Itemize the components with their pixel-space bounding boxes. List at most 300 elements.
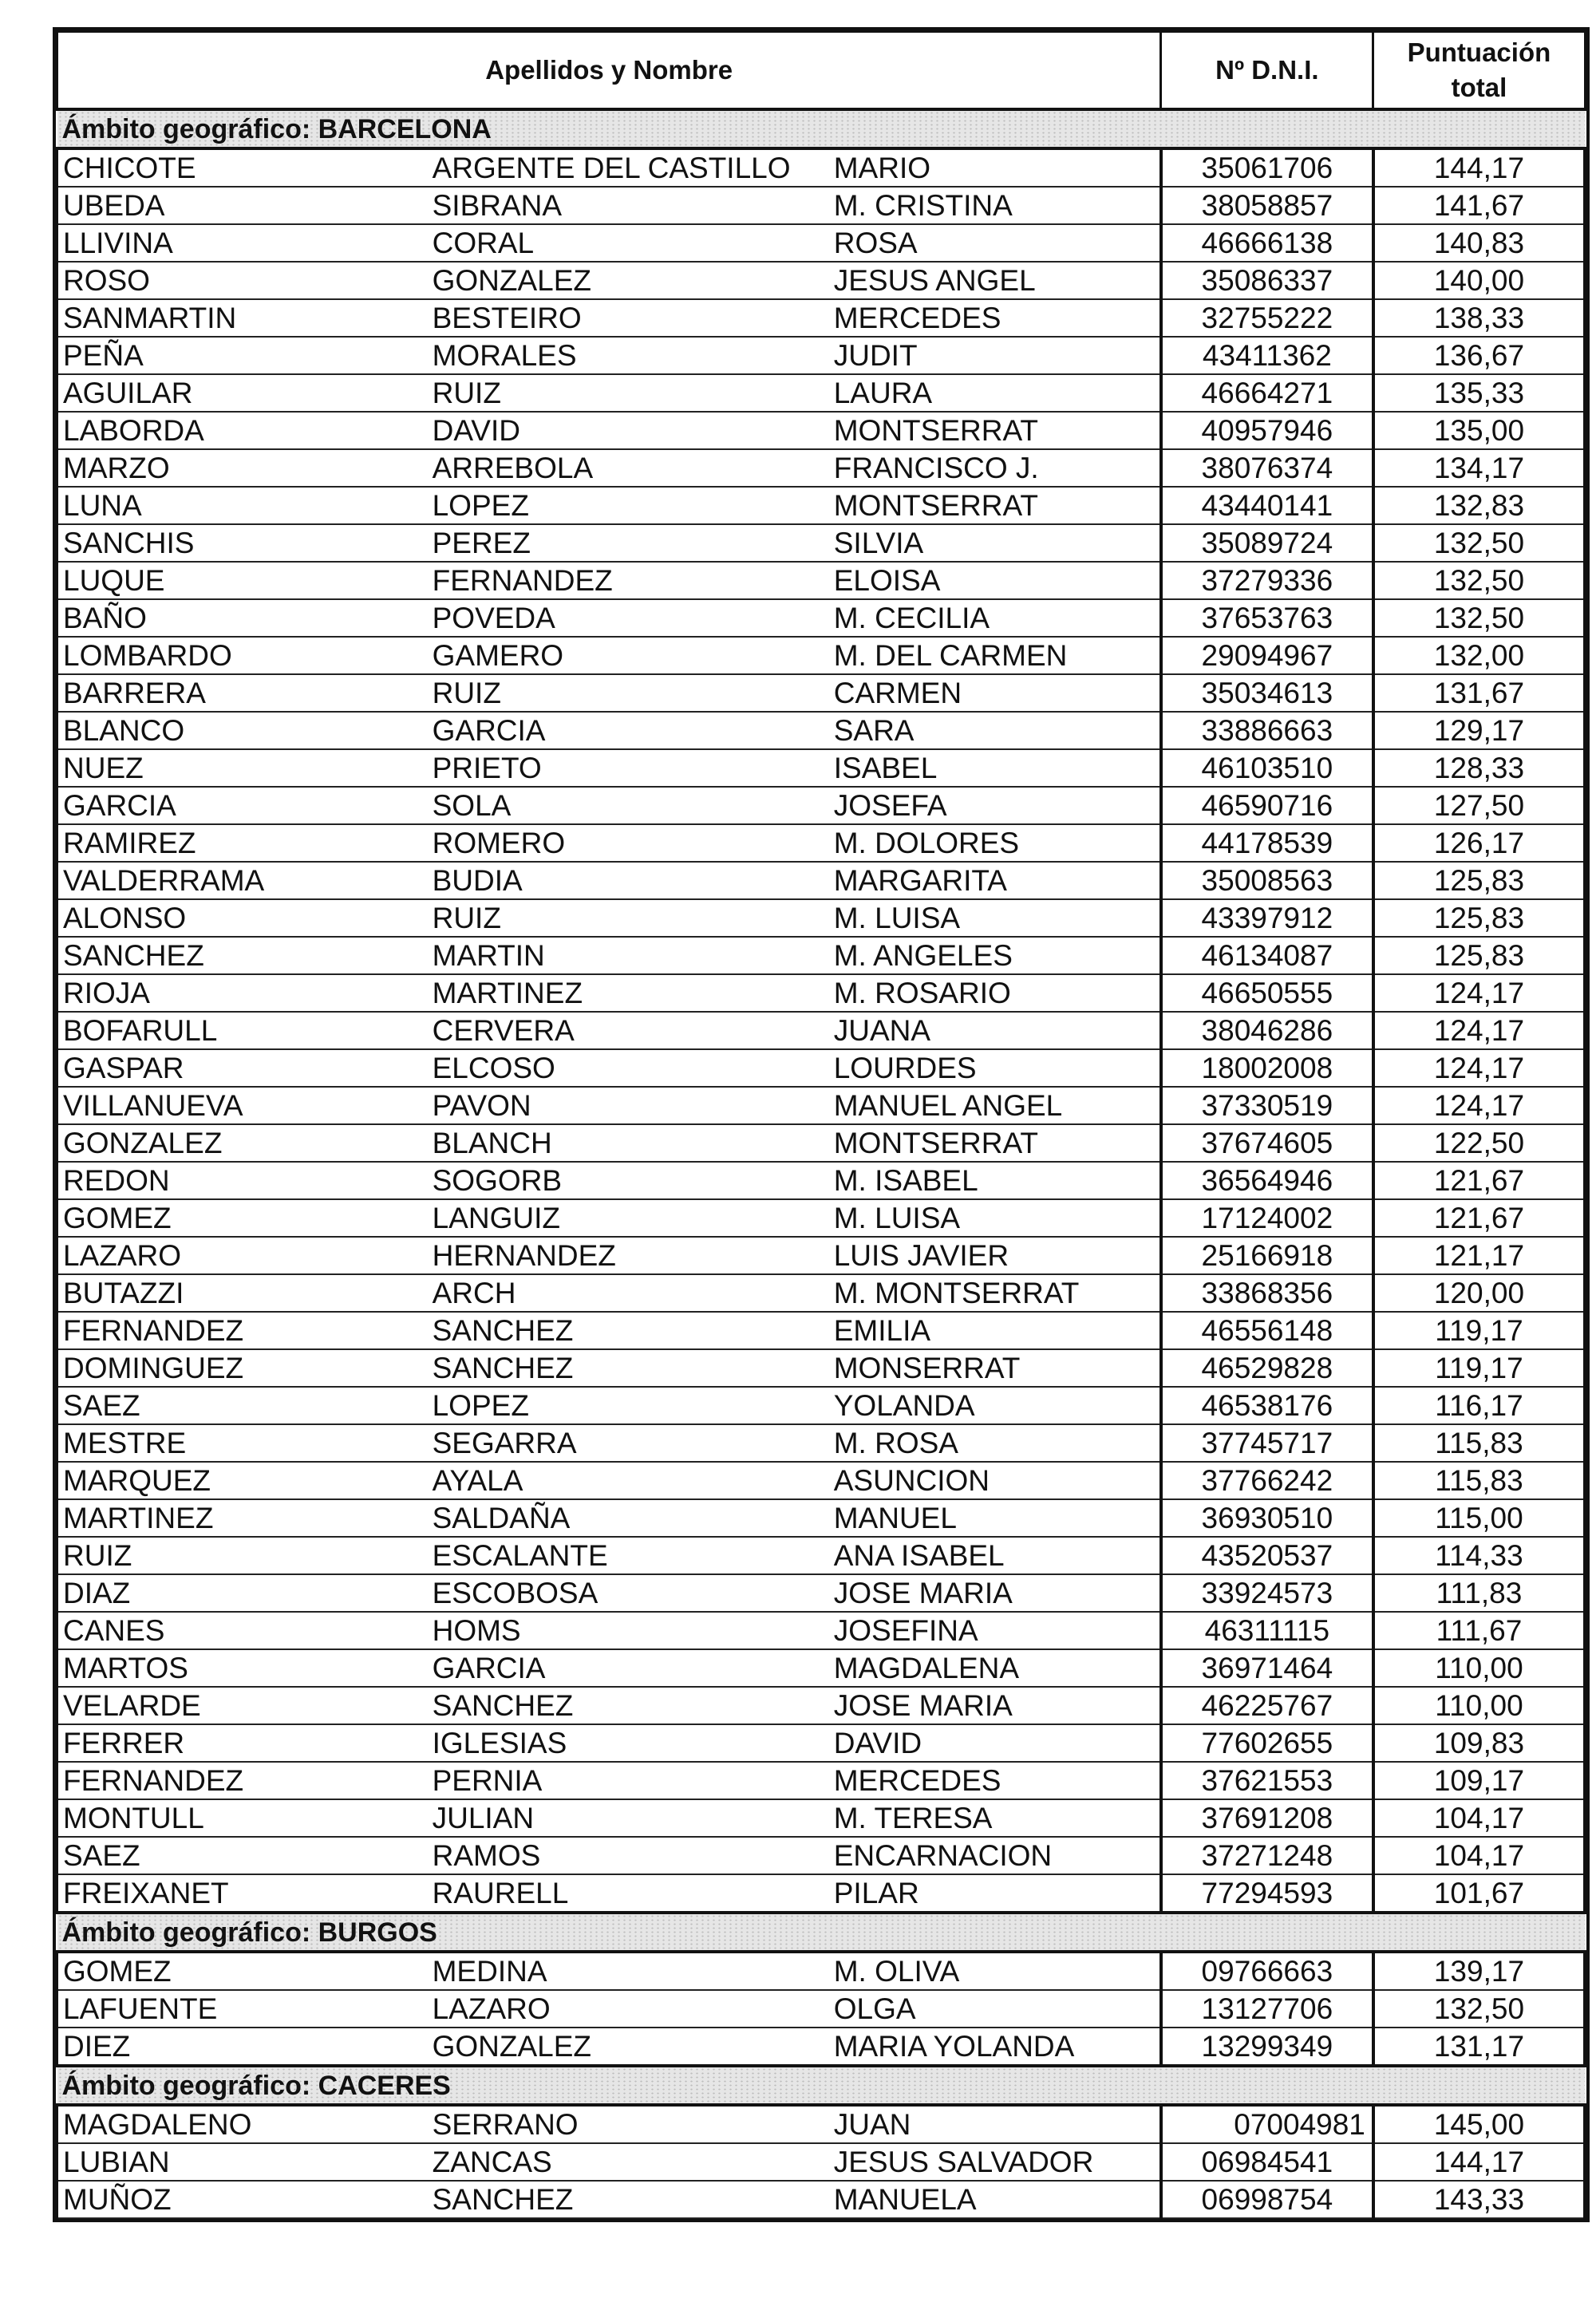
score-cell: 111,67: [1373, 1612, 1585, 1649]
given-name-cell: ENCARNACION: [829, 1837, 1161, 1874]
surname-2-cell: GONZALEZ: [428, 2028, 829, 2066]
surname-1-cell: NUEZ: [57, 749, 428, 787]
score-cell: 124,17: [1373, 1087, 1585, 1124]
given-name-cell: M. ROSARIO: [829, 974, 1161, 1012]
surname-2-cell: POVEDA: [428, 599, 829, 637]
score-cell: 122,50: [1373, 1124, 1585, 1162]
surname-1-cell: FREIXANET: [57, 1874, 428, 1913]
surname-1-cell: FERNANDEZ: [57, 1762, 428, 1799]
dni-cell: 77602655: [1161, 1724, 1373, 1762]
surname-2-cell: IGLESIAS: [428, 1724, 829, 1762]
score-cell: 125,83: [1373, 899, 1585, 937]
dni-cell: 06998754: [1161, 2181, 1373, 2218]
dni-cell: 35089724: [1161, 524, 1373, 562]
dni-cell: 13127706: [1161, 1990, 1373, 2028]
score-cell: 132,50: [1373, 1990, 1585, 2028]
score-cell: 124,17: [1373, 974, 1585, 1012]
dni-cell: 40957946: [1161, 412, 1373, 449]
surname-2-cell: MEDINA: [428, 1952, 829, 1990]
table-row: [57, 524, 1586, 562]
surname-2-cell: GARCIA: [428, 712, 829, 749]
dni-cell: 43520537: [1161, 1537, 1373, 1574]
surname-1-cell: FERNANDEZ: [57, 1312, 428, 1349]
table-row: [57, 1462, 1586, 1499]
given-name-cell: ELOISA: [829, 562, 1161, 599]
dni-cell: 46556148: [1161, 1312, 1373, 1349]
dni-cell: 33886663: [1161, 712, 1373, 749]
dni-cell: 37766242: [1161, 1462, 1373, 1499]
dni-cell: 06984541: [1161, 2143, 1373, 2181]
given-name-cell: ROSA: [829, 224, 1161, 262]
given-name-cell: JESUS ANGEL: [829, 262, 1161, 299]
surname-2-cell: ELCOSO: [428, 1049, 829, 1087]
score-cell: 104,17: [1373, 1799, 1585, 1837]
dni-cell: 43440141: [1161, 487, 1373, 524]
score-cell: 125,83: [1373, 862, 1585, 899]
given-name-cell: JOSEFA: [829, 787, 1161, 824]
table-row: [57, 974, 1586, 1012]
results-table: [56, 30, 1586, 2219]
score-cell: 131,67: [1373, 674, 1585, 712]
dni-cell: 46664271: [1161, 374, 1373, 412]
score-cell: 114,33: [1373, 1537, 1585, 1574]
surname-1-cell: LLIVINA: [57, 224, 428, 262]
given-name-cell: SILVIA: [829, 524, 1161, 562]
given-name-cell: CARMEN: [829, 674, 1161, 712]
surname-2-cell: HERNANDEZ: [428, 1237, 829, 1274]
dni-cell: 37621553: [1161, 1762, 1373, 1799]
given-name-cell: M. CECILIA: [829, 599, 1161, 637]
surname-2-cell: RAURELL: [428, 1874, 829, 1913]
surname-2-cell: LANGUIZ: [428, 1199, 829, 1237]
surname-1-cell: AGUILAR: [57, 374, 428, 412]
surname-2-cell: DAVID: [428, 412, 829, 449]
given-name-cell: MARGARITA: [829, 862, 1161, 899]
given-name-cell: M. ISABEL: [829, 1162, 1161, 1199]
given-name-cell: MARIO: [829, 148, 1161, 187]
score-cell: 144,17: [1373, 148, 1585, 187]
surname-2-cell: RUIZ: [428, 674, 829, 712]
surname-2-cell: LOPEZ: [428, 487, 829, 524]
given-name-cell: ANA ISABEL: [829, 1537, 1161, 1574]
score-cell: 121,67: [1373, 1199, 1585, 1237]
table-row: [57, 824, 1586, 862]
given-name-cell: JUANA: [829, 1012, 1161, 1049]
table-row: [57, 937, 1586, 974]
surname-1-cell: ALONSO: [57, 899, 428, 937]
score-cell: 125,83: [1373, 937, 1585, 974]
surname-2-cell: GONZALEZ: [428, 262, 829, 299]
dni-cell: 36971464: [1161, 1649, 1373, 1687]
table-row: [57, 487, 1586, 524]
dni-cell: 18002008: [1161, 1049, 1373, 1087]
surname-1-cell: GOMEZ: [57, 1199, 428, 1237]
dni-cell: 37745717: [1161, 1424, 1373, 1462]
given-name-cell: M. CRISTINA: [829, 187, 1161, 224]
surname-1-cell: CHICOTE: [57, 148, 428, 187]
given-name-cell: MONTSERRAT: [829, 1124, 1161, 1162]
table-row: [57, 1087, 1586, 1124]
given-name-cell: M. ANGELES: [829, 937, 1161, 974]
header-dni: Nº D.N.I.: [1161, 32, 1373, 110]
surname-2-cell: CERVERA: [428, 1012, 829, 1049]
dni-cell: 35034613: [1161, 674, 1373, 712]
surname-1-cell: BAÑO: [57, 599, 428, 637]
dni-cell: 37653763: [1161, 599, 1373, 637]
surname-1-cell: BOFARULL: [57, 1012, 428, 1049]
dni-cell: 37279336: [1161, 562, 1373, 599]
given-name-cell: MERCEDES: [829, 1762, 1161, 1799]
surname-2-cell: SALDAÑA: [428, 1499, 829, 1537]
dni-cell: 46666138: [1161, 224, 1373, 262]
surname-1-cell: SANCHIS: [57, 524, 428, 562]
given-name-cell: SARA: [829, 712, 1161, 749]
given-name-cell: JOSE MARIA: [829, 1687, 1161, 1724]
given-name-cell: YOLANDA: [829, 1387, 1161, 1424]
surname-1-cell: SAEZ: [57, 1837, 428, 1874]
given-name-cell: EMILIA: [829, 1312, 1161, 1349]
surname-1-cell: MARTOS: [57, 1649, 428, 1687]
score-cell: 109,83: [1373, 1724, 1585, 1762]
score-cell: 126,17: [1373, 824, 1585, 862]
score-cell: 115,83: [1373, 1462, 1585, 1499]
surname-2-cell: SANCHEZ: [428, 1687, 829, 1724]
surname-2-cell: SIBRANA: [428, 187, 829, 224]
surname-1-cell: DIAZ: [57, 1574, 428, 1612]
given-name-cell: M. LUISA: [829, 899, 1161, 937]
table-row: [57, 449, 1586, 487]
table-row: [57, 1349, 1586, 1387]
table-row: [57, 337, 1586, 374]
surname-1-cell: MAGDALENO: [57, 2105, 428, 2143]
dni-cell: 37691208: [1161, 1799, 1373, 1837]
dni-cell: 46311115: [1161, 1612, 1373, 1649]
dni-cell: 46134087: [1161, 937, 1373, 974]
surname-1-cell: RUIZ: [57, 1537, 428, 1574]
section-row: [57, 109, 1586, 148]
surname-2-cell: GAMERO: [428, 637, 829, 674]
surname-1-cell: MESTRE: [57, 1424, 428, 1462]
dni-cell: 46529828: [1161, 1349, 1373, 1387]
score-cell: 132,50: [1373, 599, 1585, 637]
surname-2-cell: RUIZ: [428, 374, 829, 412]
surname-1-cell: LUBIAN: [57, 2143, 428, 2181]
surname-1-cell: SANCHEZ: [57, 937, 428, 974]
given-name-cell: MONSERRAT: [829, 1349, 1161, 1387]
table-row: [57, 1237, 1586, 1274]
score-cell: 110,00: [1373, 1687, 1585, 1724]
surname-2-cell: PERNIA: [428, 1762, 829, 1799]
given-name-cell: MONTSERRAT: [829, 412, 1161, 449]
surname-2-cell: LOPEZ: [428, 1387, 829, 1424]
given-name-cell: MANUEL: [829, 1499, 1161, 1537]
score-cell: 101,67: [1373, 1874, 1585, 1913]
table-row: [57, 148, 1586, 187]
table-row: [57, 2028, 1586, 2066]
table-row: [57, 1874, 1586, 1913]
given-name-cell: M. DOLORES: [829, 824, 1161, 862]
given-name-cell: OLGA: [829, 1990, 1161, 2028]
table-row: [57, 187, 1586, 224]
given-name-cell: DAVID: [829, 1724, 1161, 1762]
table-row: [57, 1162, 1586, 1199]
given-name-cell: M. ROSA: [829, 1424, 1161, 1462]
surname-1-cell: VALDERRAMA: [57, 862, 428, 899]
given-name-cell: MAGDALENA: [829, 1649, 1161, 1687]
dni-cell: 36564946: [1161, 1162, 1373, 1199]
dni-cell: 35061706: [1161, 148, 1373, 187]
dni-cell: 33868356: [1161, 1274, 1373, 1312]
dni-cell: 07004981: [1161, 2105, 1373, 2143]
surname-1-cell: RIOJA: [57, 974, 428, 1012]
surname-1-cell: UBEDA: [57, 187, 428, 224]
surname-1-cell: REDON: [57, 1162, 428, 1199]
dni-cell: 29094967: [1161, 637, 1373, 674]
score-cell: 128,33: [1373, 749, 1585, 787]
dni-cell: 35008563: [1161, 862, 1373, 899]
table-row: [57, 749, 1586, 787]
surname-1-cell: GASPAR: [57, 1049, 428, 1087]
dni-cell: 38046286: [1161, 1012, 1373, 1049]
score-cell: 104,17: [1373, 1837, 1585, 1874]
dni-cell: 46538176: [1161, 1387, 1373, 1424]
given-name-cell: JOSEFINA: [829, 1612, 1161, 1649]
score-cell: 132,83: [1373, 487, 1585, 524]
surname-1-cell: ROSO: [57, 262, 428, 299]
table-row: [57, 862, 1586, 899]
dni-cell: 13299349: [1161, 2028, 1373, 2066]
table-row: [57, 899, 1586, 937]
section-title: Ámbito geográfico: BURGOS: [57, 1913, 1586, 1952]
table-row: [57, 1387, 1586, 1424]
surname-2-cell: SERRANO: [428, 2105, 829, 2143]
given-name-cell: MARIA YOLANDA: [829, 2028, 1161, 2066]
table-row: [57, 1274, 1586, 1312]
surname-2-cell: AYALA: [428, 1462, 829, 1499]
surname-1-cell: GARCIA: [57, 787, 428, 824]
dni-cell: 33924573: [1161, 1574, 1373, 1612]
dni-cell: 46225767: [1161, 1687, 1373, 1724]
header-score: [1373, 32, 1585, 110]
header-score-label: Puntuación total: [1407, 38, 1551, 102]
surname-2-cell: ZANCAS: [428, 2143, 829, 2181]
dni-cell: 43411362: [1161, 337, 1373, 374]
dni-cell: 43397912: [1161, 899, 1373, 937]
given-name-cell: M. OLIVA: [829, 1952, 1161, 1990]
surname-1-cell: FERRER: [57, 1724, 428, 1762]
given-name-cell: ISABEL: [829, 749, 1161, 787]
surname-1-cell: BLANCO: [57, 712, 428, 749]
header-name: Apellidos y Nombre: [57, 32, 1161, 110]
surname-2-cell: MARTIN: [428, 937, 829, 974]
score-cell: 115,00: [1373, 1499, 1585, 1537]
score-cell: 140,00: [1373, 262, 1585, 299]
surname-1-cell: LUQUE: [57, 562, 428, 599]
surname-1-cell: VILLANUEVA: [57, 1087, 428, 1124]
section-row: [57, 1913, 1586, 1952]
score-cell: 134,17: [1373, 449, 1585, 487]
dni-cell: 37330519: [1161, 1087, 1373, 1124]
surname-1-cell: RAMIREZ: [57, 824, 428, 862]
given-name-cell: FRANCISCO J.: [829, 449, 1161, 487]
table-row: [57, 637, 1586, 674]
table-row: [57, 1724, 1586, 1762]
score-cell: 145,00: [1373, 2105, 1585, 2143]
surname-1-cell: CANES: [57, 1612, 428, 1649]
score-cell: 143,33: [1373, 2181, 1585, 2218]
surname-1-cell: LOMBARDO: [57, 637, 428, 674]
dni-cell: 38058857: [1161, 187, 1373, 224]
score-cell: 119,17: [1373, 1349, 1585, 1387]
surname-1-cell: MUÑOZ: [57, 2181, 428, 2218]
surname-2-cell: SANCHEZ: [428, 1312, 829, 1349]
score-cell: 139,17: [1373, 1952, 1585, 1990]
given-name-cell: JESUS SALVADOR: [829, 2143, 1161, 2181]
surname-2-cell: SANCHEZ: [428, 1349, 829, 1387]
dni-cell: 37271248: [1161, 1837, 1373, 1874]
surname-2-cell: ESCOBOSA: [428, 1574, 829, 1612]
table-row: [57, 1649, 1586, 1687]
section-title: Ámbito geográfico: CACERES: [57, 2066, 1586, 2105]
table-row: [57, 712, 1586, 749]
given-name-cell: LOURDES: [829, 1049, 1161, 1087]
table-row: [57, 674, 1586, 712]
surname-2-cell: RUIZ: [428, 899, 829, 937]
given-name-cell: ASUNCION: [829, 1462, 1161, 1499]
surname-2-cell: SOLA: [428, 787, 829, 824]
score-cell: 116,17: [1373, 1387, 1585, 1424]
surname-1-cell: DOMINGUEZ: [57, 1349, 428, 1387]
score-cell: 110,00: [1373, 1649, 1585, 1687]
score-cell: 138,33: [1373, 299, 1585, 337]
surname-1-cell: SAEZ: [57, 1387, 428, 1424]
given-name-cell: MONTSERRAT: [829, 487, 1161, 524]
table-row: [57, 1687, 1586, 1724]
surname-2-cell: FERNANDEZ: [428, 562, 829, 599]
surname-1-cell: GONZALEZ: [57, 1124, 428, 1162]
score-cell: 140,83: [1373, 224, 1585, 262]
dni-cell: 35086337: [1161, 262, 1373, 299]
table-row: [57, 1012, 1586, 1049]
score-cell: 121,17: [1373, 1237, 1585, 1274]
table-row: [57, 262, 1586, 299]
score-cell: 132,00: [1373, 637, 1585, 674]
table-row: [57, 787, 1586, 824]
given-name-cell: JOSE MARIA: [829, 1574, 1161, 1612]
surname-2-cell: MORALES: [428, 337, 829, 374]
surname-2-cell: LAZARO: [428, 1990, 829, 2028]
given-name-cell: LUIS JAVIER: [829, 1237, 1161, 1274]
dni-cell: 38076374: [1161, 449, 1373, 487]
surname-1-cell: DIEZ: [57, 2028, 428, 2066]
table-row: [57, 1537, 1586, 1574]
surname-1-cell: LUNA: [57, 487, 428, 524]
surname-1-cell: SANMARTIN: [57, 299, 428, 337]
surname-1-cell: LAFUENTE: [57, 1990, 428, 2028]
score-cell: 119,17: [1373, 1312, 1585, 1349]
score-cell: 109,17: [1373, 1762, 1585, 1799]
given-name-cell: M. TERESA: [829, 1799, 1161, 1837]
table-row: [57, 2143, 1586, 2181]
dni-cell: 25166918: [1161, 1237, 1373, 1274]
surname-2-cell: MARTINEZ: [428, 974, 829, 1012]
score-cell: 120,00: [1373, 1274, 1585, 1312]
surname-2-cell: SEGARRA: [428, 1424, 829, 1462]
section-title: Ámbito geográfico: BARCELONA: [57, 109, 1586, 148]
surname-1-cell: MONTULL: [57, 1799, 428, 1837]
table-row: [57, 1952, 1586, 1990]
table-row: [57, 412, 1586, 449]
given-name-cell: PILAR: [829, 1874, 1161, 1913]
table-row: [57, 1799, 1586, 1837]
table-row: [57, 562, 1586, 599]
table-row: [57, 1424, 1586, 1462]
table-row: [57, 1049, 1586, 1087]
dni-cell: 36930510: [1161, 1499, 1373, 1537]
table-row: [57, 1762, 1586, 1799]
surname-1-cell: LAZARO: [57, 1237, 428, 1274]
given-name-cell: JUAN: [829, 2105, 1161, 2143]
table-row: [57, 224, 1586, 262]
score-cell: 121,67: [1373, 1162, 1585, 1199]
table-row: [57, 2105, 1586, 2143]
surname-2-cell: ARGENTE DEL CASTILLO: [428, 148, 829, 187]
given-name-cell: MANUELA: [829, 2181, 1161, 2218]
surname-2-cell: JULIAN: [428, 1799, 829, 1837]
surname-1-cell: PEÑA: [57, 337, 428, 374]
surname-2-cell: BUDIA: [428, 862, 829, 899]
surname-1-cell: MARQUEZ: [57, 1462, 428, 1499]
surname-1-cell: MARTINEZ: [57, 1499, 428, 1537]
surname-2-cell: ARCH: [428, 1274, 829, 1312]
dni-cell: 46650555: [1161, 974, 1373, 1012]
surname-2-cell: PEREZ: [428, 524, 829, 562]
surname-1-cell: LABORDA: [57, 412, 428, 449]
score-cell: 135,00: [1373, 412, 1585, 449]
score-cell: 124,17: [1373, 1049, 1585, 1087]
surname-2-cell: SANCHEZ: [428, 2181, 829, 2218]
surname-2-cell: PRIETO: [428, 749, 829, 787]
surname-2-cell: BESTEIRO: [428, 299, 829, 337]
surname-2-cell: SOGORB: [428, 1162, 829, 1199]
score-cell: 136,67: [1373, 337, 1585, 374]
given-name-cell: MERCEDES: [829, 299, 1161, 337]
results-table-container: [53, 27, 1590, 2222]
surname-2-cell: ESCALANTE: [428, 1537, 829, 1574]
dni-cell: 17124002: [1161, 1199, 1373, 1237]
surname-1-cell: GOMEZ: [57, 1952, 428, 1990]
score-cell: 135,33: [1373, 374, 1585, 412]
surname-2-cell: HOMS: [428, 1612, 829, 1649]
dni-cell: 44178539: [1161, 824, 1373, 862]
dni-cell: 77294593: [1161, 1874, 1373, 1913]
dni-cell: 32755222: [1161, 299, 1373, 337]
table-row: [57, 1990, 1586, 2028]
given-name-cell: M. MONTSERRAT: [829, 1274, 1161, 1312]
table-row: [57, 1837, 1586, 1874]
header-row: [57, 32, 1586, 110]
section-row: [57, 2066, 1586, 2105]
table-row: [57, 1612, 1586, 1649]
score-cell: 124,17: [1373, 1012, 1585, 1049]
dni-cell: 46590716: [1161, 787, 1373, 824]
surname-2-cell: PAVON: [428, 1087, 829, 1124]
given-name-cell: LAURA: [829, 374, 1161, 412]
table-row: [57, 299, 1586, 337]
table-row: [57, 1199, 1586, 1237]
score-cell: 129,17: [1373, 712, 1585, 749]
table-row: [57, 1124, 1586, 1162]
